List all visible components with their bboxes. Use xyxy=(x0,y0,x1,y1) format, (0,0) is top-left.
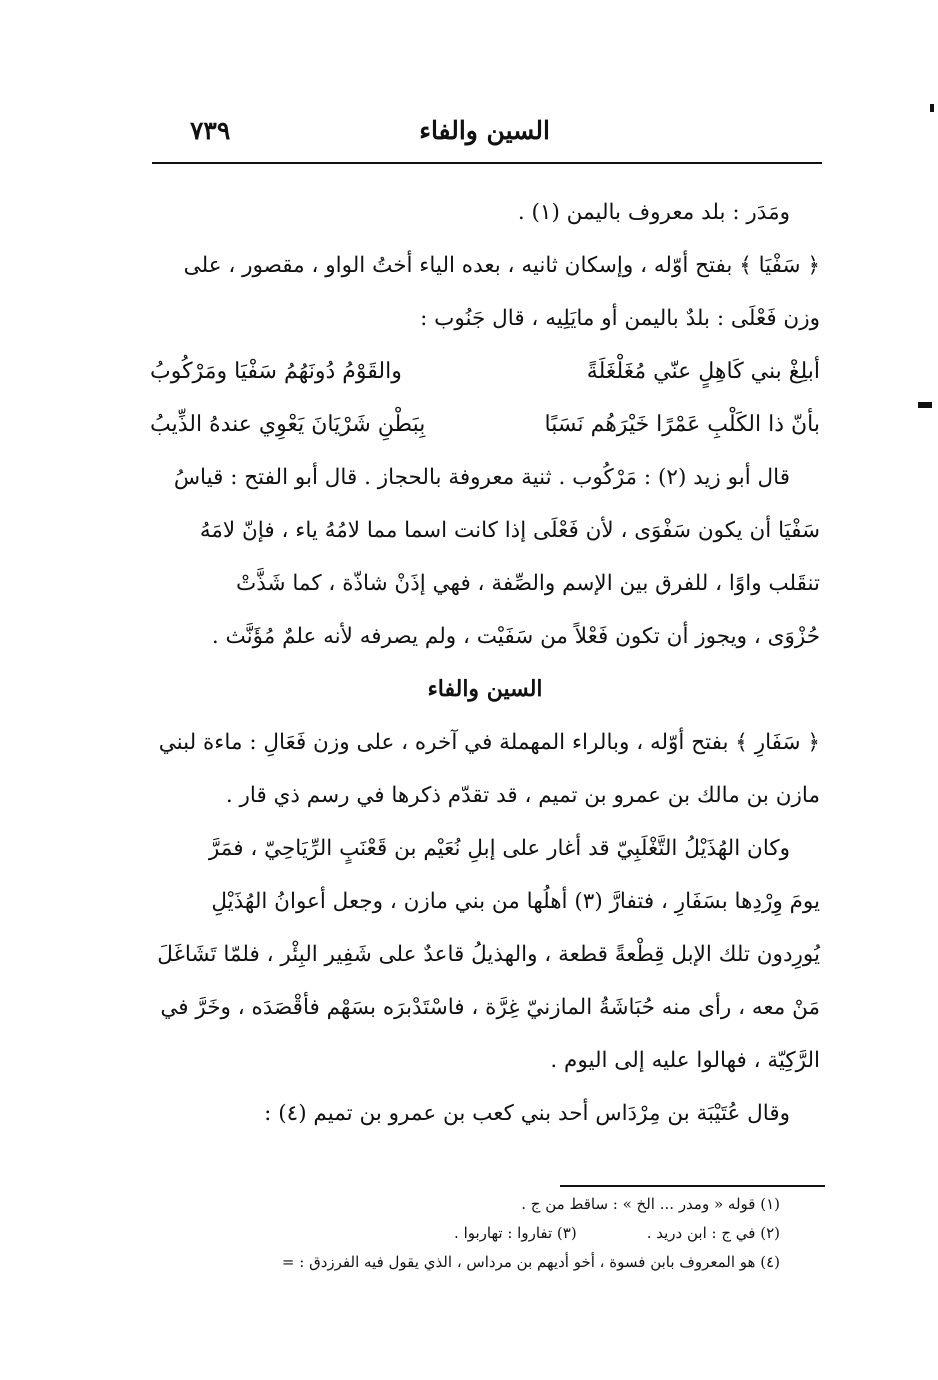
page-header xyxy=(150,112,820,152)
text-line: سَفْيَا أن يكون سَفْوَى ، لأن فَعْلَى إذا كانت اسما مما لامُهُ ياء ، فإنّ لامَهُ xyxy=(199,518,820,543)
running-title: السين والفاء xyxy=(419,116,550,145)
text-line: يومَ وِرْدِها بسَفَارِ ، فتفارَّ (٣) أهلُها من بني مازن ، وجعل أعوانُ الهُذَيْلِ xyxy=(211,889,820,914)
footnotes xyxy=(150,1190,820,1277)
text-line: مازن بن مالك بن عمرو بن تميم ، قد تقدّم ذكرها في رسم ذي قار . xyxy=(225,783,820,808)
text-line: يُورِدون تلك الإبل قِطْعةً قطعة ، والهذيلُ قاعدٌ على شَفِير البِئْر ، فلمّا تَشَاغَلَ xyxy=(157,942,820,967)
verse-line xyxy=(150,345,820,398)
text-line: حُزْوَى ، ويجوز أن تكون فَعْلاً من سَفَيْت ، ولم يصرفه لأنه علمٌ مُؤَنَّث . xyxy=(211,624,820,649)
verse-hemistich-right: بأنّ ذا الكَلْبِ عَمْرًا خَيْرَهُم نَسَبًا xyxy=(544,412,820,437)
margin-mark xyxy=(918,402,932,408)
section-heading: السين والفاء xyxy=(427,676,543,702)
header-rule xyxy=(152,162,822,164)
footnote-4: (٤) هو المعروف بابن فسوة ، أخو أديهم بن مرداس ، الذي يقول فيه الفرزدق : = xyxy=(281,1253,780,1271)
verse-line xyxy=(150,398,820,451)
text-line: قال أبو زيد (٢) : مَرْكُوب . ثنية معروفة بالحجاز . قال أبو الفتح : قياسُ xyxy=(173,465,790,490)
verse-hemistich-right: أبلِغْ بني كَاهِلٍ عنّي مُغَلْغَلَةً xyxy=(586,359,820,384)
text-line: تنقَلب واوًا ، للفرق بين الإسم والصِّفة ، فهي إذَنْ شاذّة ، كما شَذَّتْ xyxy=(236,571,820,596)
text-line: وكان الهُذَيْلُ التَّغْلَبِيّ قد أغار على إبلِ نُعَيْم بن قَعْنَبٍ الرِّيَاحِيّ ، فمَرَّ xyxy=(208,836,790,861)
page-number: ٧٣٩ xyxy=(190,116,231,145)
margin-dot xyxy=(930,104,934,112)
entry-line: ﴿ سَفْيَا ﴾ بفتح أوّله ، وإسكان ثانيه ، بعده الياء أختُ الواو ، مقصور ، على xyxy=(183,253,820,278)
footnote-2: (٢) في ج : ابن دريد . xyxy=(646,1224,780,1242)
text-line: وزن فَعْلَى : بلدٌ باليمن أو مايَلِيه ، قال جَنُوب : xyxy=(420,306,820,331)
footnote-1: (١) قوله « ومدر ... الخ » : ساقط من ج . xyxy=(521,1195,780,1213)
text-line: الرَّكِيّة ، فهالوا عليه إلى اليوم . xyxy=(550,1048,820,1073)
verse-hemistich-left: بِبَطْنِ شَرْيَانَ يَعْوِي عندهُ الذِّيبُ xyxy=(150,412,426,437)
footnote-rule xyxy=(560,1185,825,1187)
footnote-3: (٣) تفاروا : تهاربوا . xyxy=(454,1224,577,1242)
entry-line: ﴿ سَفَارِ ﴾ بفتح أوّله ، وبالراء المهملة في آخره ، على وزن فَعَالِ : ماءة لبني xyxy=(158,730,820,755)
main-text xyxy=(150,186,820,1140)
verse-hemistich-left: والقَوْمُ دُونَهُمُ سَفْيَا ومَرْكُوبُ xyxy=(150,359,402,384)
text-line: ومَدَر : بلد معروف باليمن (١) . xyxy=(517,200,790,225)
text-line: وقال عُتَيْبَة بن مِرْدَاس أحد بني كعب بن عمرو بن تميم (٤) : xyxy=(264,1101,790,1126)
footnote-row xyxy=(150,1219,820,1248)
text-line: مَنْ معه ، رأى منه حُبَاشَةُ المازنيّ غِرَّة ، فاسْتَدْبرَه بسَهْم فأقْصَدَه ، وخَرَّ في xyxy=(160,995,820,1020)
